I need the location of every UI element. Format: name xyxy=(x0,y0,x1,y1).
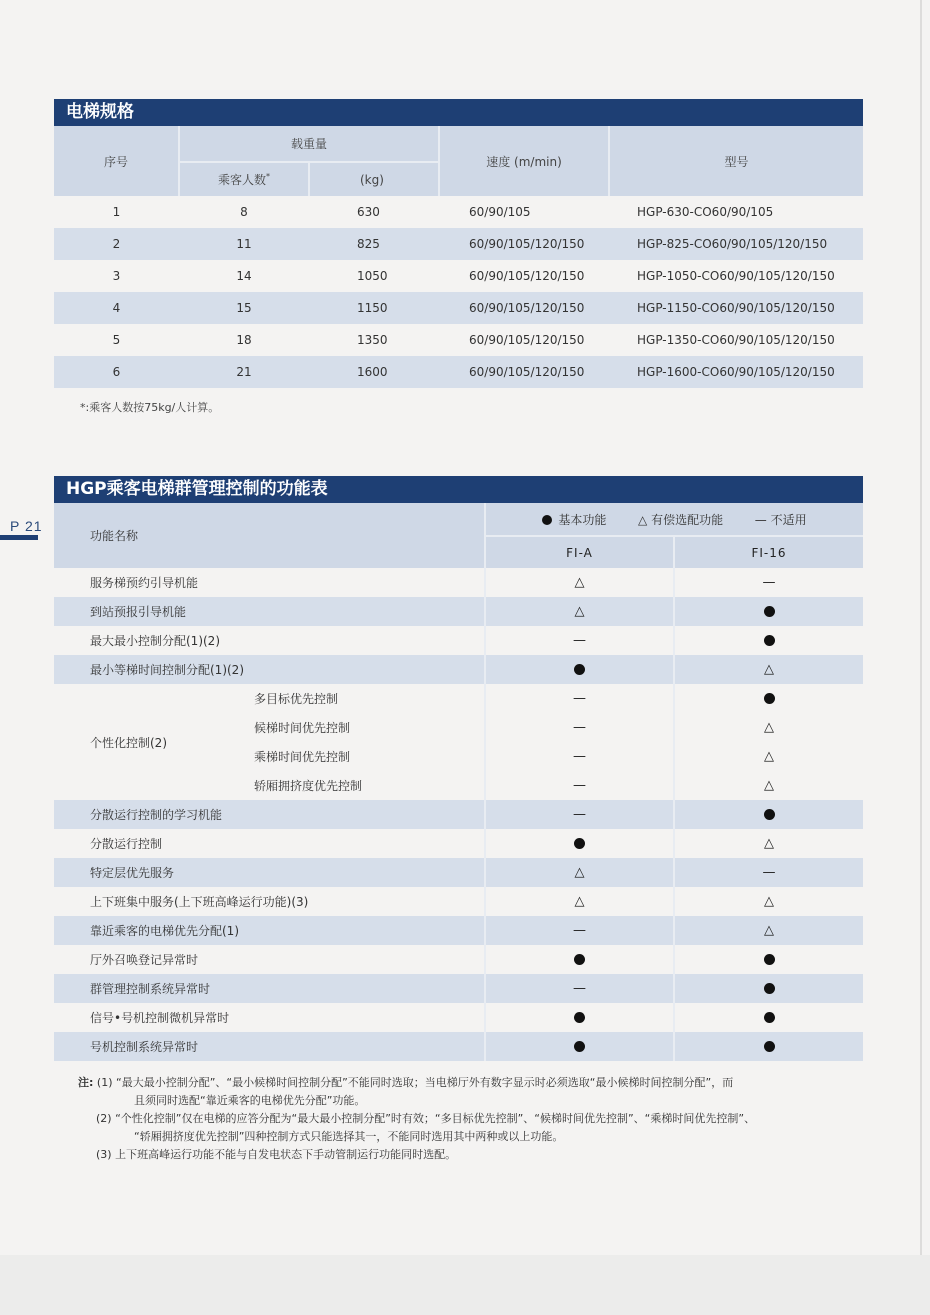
note-2: “个性化控制”仅在电梯的应答分配为“最大最小控制分配”时有效；“多目标优先控制”、“候梯时间优先控制”、“乘梯时间优先控制”、 xyxy=(115,1112,756,1125)
table-row: 号机控制系统异常时 xyxy=(54,1032,863,1061)
optional-symbol-cell: △ xyxy=(674,655,863,684)
not-applicable-icon: — xyxy=(754,512,767,527)
table-row: 最小等梯时间控制分配(1)(2) △ xyxy=(54,655,863,684)
header-speed: 速度 (m/min) xyxy=(439,126,609,196)
page-bottom-area xyxy=(0,1255,930,1315)
basic-function-icon xyxy=(764,983,775,994)
table-row: 群管理控制系统异常时 — xyxy=(54,974,863,1003)
table-row: 3 14 1050 60/90/105/120/150 HGP-1050-CO60/90/105/120/150 xyxy=(54,260,863,292)
table-row: 5 18 1350 60/90/105/120/150 HGP-1350-CO60/90/105/120/150 xyxy=(54,324,863,356)
symbol-cell xyxy=(674,974,863,1003)
header-fi-16: FI-16 xyxy=(674,536,863,568)
table-row: 6 21 1600 60/90/105/120/150 HGP-1600-CO60/90/105/120/150 xyxy=(54,356,863,388)
table-row: 上下班集中服务(上下班高峰运行功能)(3) △ △ xyxy=(54,887,863,916)
basic-function-icon xyxy=(574,664,585,675)
func-section-title: HGP乘客电梯群管理控制的功能表 xyxy=(54,476,863,503)
optional-symbol-cell: △ xyxy=(674,713,863,742)
spec-footnote: *:乘客人数按75kg/人计算。 xyxy=(80,401,220,414)
table-row: 特定层优先服务 △ — xyxy=(54,858,863,887)
basic-function-icon xyxy=(764,1012,775,1023)
table-row: 分散运行控制的学习机能 — xyxy=(54,800,863,829)
symbol-cell xyxy=(485,945,674,974)
not-applicable-cell: — xyxy=(485,684,674,713)
symbol-cell xyxy=(674,626,863,655)
basic-function-icon xyxy=(574,838,585,849)
symbol-cell xyxy=(674,597,863,626)
note-1-cont: 且须同时选配“靠近乘客的电梯优先分配”功能。 xyxy=(134,1094,366,1107)
not-applicable-cell: — xyxy=(485,800,674,829)
table-row: 候梯时间优先控制 — △ xyxy=(54,713,863,742)
table-row: 服务梯预约引导机能 △ — xyxy=(54,568,863,597)
symbol-cell xyxy=(674,945,863,974)
header-seq: 序号 xyxy=(54,126,179,196)
symbol-cell xyxy=(485,1003,674,1032)
optional-symbol-cell: △ xyxy=(674,887,863,916)
not-applicable-cell: — xyxy=(674,858,863,887)
header-load: 载重量 xyxy=(179,126,439,162)
symbol-cell xyxy=(674,684,863,713)
basic-function-icon xyxy=(542,515,552,525)
basic-function-icon xyxy=(764,693,775,704)
basic-function-icon xyxy=(764,809,775,820)
not-applicable-cell: — xyxy=(485,974,674,1003)
table-row: 厅外召唤登记异常时 xyxy=(54,945,863,974)
symbol-cell xyxy=(674,1003,863,1032)
optional-symbol-cell: △ xyxy=(485,887,674,916)
basic-function-icon xyxy=(574,954,585,965)
not-applicable-cell: — xyxy=(485,771,674,800)
page-number: P 21 xyxy=(10,518,43,534)
table-row: 靠近乘客的电梯优先分配(1) — △ xyxy=(54,916,863,945)
optional-symbol-cell: △ xyxy=(485,858,674,887)
not-applicable-cell: — xyxy=(485,713,674,742)
not-applicable-cell: — xyxy=(485,626,674,655)
not-applicable-cell: — xyxy=(485,742,674,771)
note-3: 上下班高峰运行功能不能与自发电状态下手动管制运行功能同时选配。 xyxy=(115,1148,457,1161)
symbol-cell xyxy=(674,1032,863,1061)
table-row: 1 8 630 60/90/105 HGP-630-CO60/90/105 xyxy=(54,196,863,228)
header-kg: (kg) xyxy=(309,162,439,196)
table-row: 分散运行控制 △ xyxy=(54,829,863,858)
header-passengers: 乘客人数* xyxy=(179,162,309,196)
table-row: 最大最小控制分配(1)(2) — xyxy=(54,626,863,655)
symbol-cell xyxy=(485,829,674,858)
notes: 注: (1) “最大最小控制分配”、“最小候梯时间控制分配”不能同时选取；当电梯厅外有数字显示时必须选取“最小候梯时间控制分配”，而 且须同时选配“靠近乘客的电梯优先分配”功能。 (2) “个性化控制”仅在电梯的应答分配为“最大最小控制分配”时有效；“多目标优先控制”、“候梯时间优先控制”、“乘梯时间优先控制”、 “轿厢拥挤度优先控制”四种控制方式只能选择其一，不能同时选用其中两种或以上功能。 (3) 上下班高峰运行功能不能与自发电状态下手动管制运行功能同时选配。 xyxy=(78,1074,868,1164)
optional-symbol-cell: △ xyxy=(674,916,863,945)
note-2-cont: “轿厢拥挤度优先控制”四种控制方式只能选择其一，不能同时选用其中两种或以上功能。 xyxy=(134,1130,564,1143)
table-row: 2 11 825 60/90/105/120/150 HGP-825-CO60/90/105/120/150 xyxy=(54,228,863,260)
not-applicable-cell: — xyxy=(674,568,863,597)
table-row: 到站预报引导机能 △ xyxy=(54,597,863,626)
table-row: 轿厢拥挤度优先控制 — △ xyxy=(54,771,863,800)
basic-function-icon xyxy=(574,1012,585,1023)
symbol-cell xyxy=(485,1032,674,1061)
table-row: 4 15 1150 60/90/105/120/150 HGP-1150-CO60/90/105/120/150 xyxy=(54,292,863,324)
page-number-bar xyxy=(0,535,38,540)
optional-symbol-cell: △ xyxy=(674,829,863,858)
spec-section-title: 电梯规格 xyxy=(54,99,863,126)
note-1: “最大最小控制分配”、“最小候梯时间控制分配”不能同时选取；当电梯厅外有数字显示时必须选取“最小候梯时间控制分配”，而 xyxy=(116,1076,734,1089)
header-fi-a: FI-A xyxy=(485,536,674,568)
symbol-cell xyxy=(485,655,674,684)
function-table xyxy=(54,503,863,1061)
basic-function-icon xyxy=(764,1041,775,1052)
optional-symbol-cell: △ xyxy=(485,568,674,597)
header-function-name: 功能名称 xyxy=(54,503,485,568)
symbol-cell xyxy=(674,800,863,829)
notes-label: 注: xyxy=(78,1076,94,1089)
table-row: 个性化控制(2) 多目标优先控制 — xyxy=(54,684,863,713)
table-row: 乘梯时间优先控制 — △ xyxy=(54,742,863,771)
basic-function-icon xyxy=(764,635,775,646)
not-applicable-cell: — xyxy=(485,916,674,945)
optional-symbol-cell: △ xyxy=(485,597,674,626)
optional-symbol-cell: △ xyxy=(674,742,863,771)
page-edge xyxy=(920,0,922,1255)
optional-function-icon: △ xyxy=(638,512,648,527)
optional-symbol-cell: △ xyxy=(674,771,863,800)
group-personalized-control: 个性化控制(2) xyxy=(54,684,234,800)
spec-table xyxy=(54,126,863,388)
basic-function-icon xyxy=(764,954,775,965)
basic-function-icon xyxy=(764,606,775,617)
table-row: 信号•号机控制微机异常时 xyxy=(54,1003,863,1032)
header-model: 型号 xyxy=(609,126,863,196)
legend: 基本功能 △ 有偿选配功能 — 不适用 xyxy=(485,503,863,536)
basic-function-icon xyxy=(574,1041,585,1052)
